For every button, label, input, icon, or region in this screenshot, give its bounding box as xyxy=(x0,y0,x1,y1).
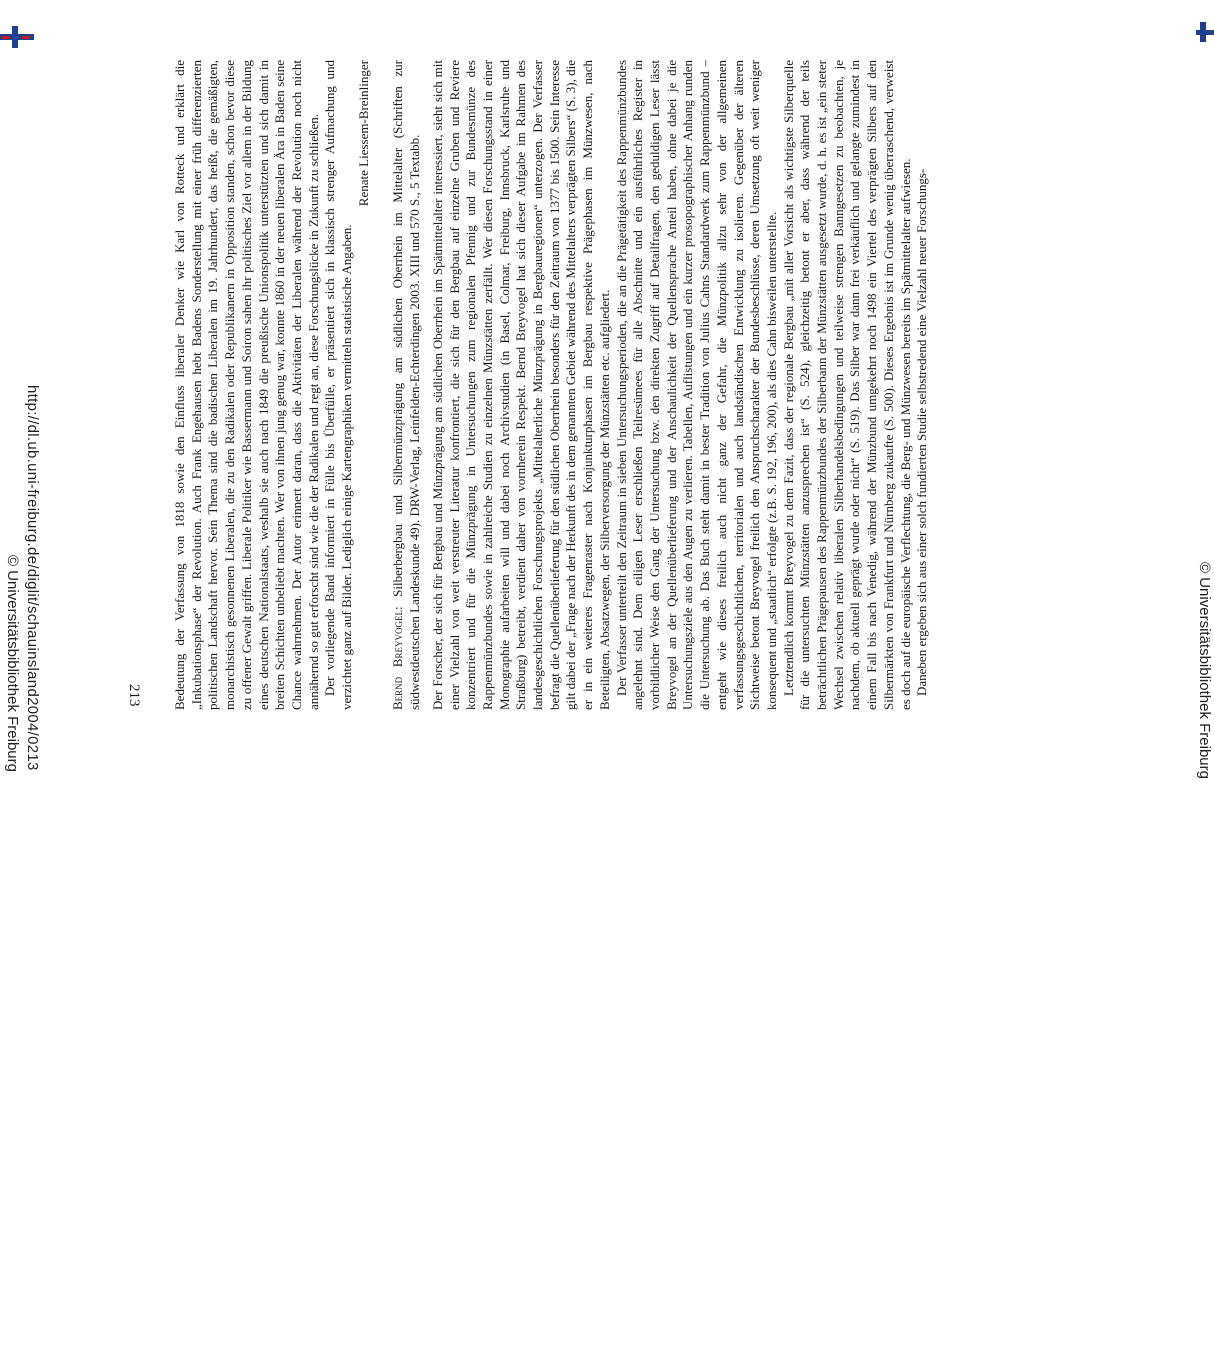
review2-paragraph-4: Daneben ergeben sich aus einer solch fundierten Studie selbstredend eine Vielzahl neuer Forschungs- xyxy=(914,168,930,696)
scan-calibration-mark-right xyxy=(1196,22,1214,42)
page-number: 213 xyxy=(126,684,142,707)
copyright-notice: © Universitätsbibliothek Freiburg xyxy=(4,555,21,772)
scan-calibration-mark-left xyxy=(0,26,36,48)
book-page-text xyxy=(172,60,1112,710)
review1-paragraph-1: Bedeutung der Verfassung von 1818 sowie den Einfluss liberaler Denker wie Karl von Rotteck und erklärt die „Inkubationsphase“ der Revolution. Auch Frank Engehausen hebt Badens Sonderstellung mit einer früh differenzierten politischen Landschaft hervor. Sein Thema sind die badischen Liberalen im 19. Jahrhundert, das heißt, die gemäßigten, monarchistisch gesonnenen Liberalen, die zu den Radikalen oder Republikanern in Opposition standen, schon bevor diese zu offener Gewalt griffen. Liberale Politiker wie Bassermann und Soiron sahen ihr politisches Ziel vor allem in der Bildung eines deutschen Nationalstaats, weshalb sie auch nach 1849 die preußische Unionspolitik unterstützten und sich damit in breiten Schichten unbeliebt machten. Wer von ihnen jung genug war, konnte 1860 in der neuen liberalen Ära in Baden seine Chance wahrnehmen. Der Autor erinnert daran, dass die Aktivitäten der Liberalen während der Revolution noch nicht annähernd so gut erforscht sind wie die der Radikalen und regt an, diese Forschungslücke in Zukunft zu schließen. xyxy=(172,60,321,710)
review1-signature: Renate Liessem-Breinlinger xyxy=(355,60,371,207)
review2-paragraph-1: Der Forscher, der sich für Bergbau und Münzprägung am südlichen Oberrhein im Spätmittelalter interessiert, sieht sich mit einer Vielzahl von weit verstreuter Literatur konfrontiert, die sich für den Bergbau auf einzelne Gruben und Reviere konzentriert und für die Münzprägung in Untersuchungen zum regionalen Pfennig und zur Bundesmünze des Rappenmünzbundes sowie in zahlreiche Studien zu einzelnen Münzstätten zerfällt. Wer diesen Forschungsstand in einer Monographie aufarbeiten will und dabei noch Archivstudien (in Basel, Colmar, Freiburg, Innsbruck, Karlsruhe und Straßburg) betreibt, verdient daher von vornherein Respekt. Bernd Breyvogel hat sich dieser Aufgabe im Rahmen des landesgeschichtlichen Forschungsprojekts „Mittelalterliche Münzprägung in Bergbauregionen“ unterzogen. Der Verfasser befragt die Quellenüberlieferung für den südlichen Oberrhein besonders für den Zeitraum von 1377 bis 1500. Sein Interesse gilt dabei der „Frage nach der Herkunft des in dem genannten Gebiet während des Mittelalters verprägten Silbers“ (S. 3), die er in ein weiteres Fragenraster nach Konjunkturphasen im Bergbau respektive Prägephasen im Münzwesen, nach Beteiligten, Absatzwegen, der Silberversorgung der Münzstätten etc. aufgliedert. xyxy=(429,60,612,710)
review2-paragraph-3: Letztendlich kommt Breyvogel zu dem Fazit, dass der regionale Bergbau „mit aller Vorsicht als wichtigste Silberquelle für die untersuchten Münzstätten anzusprechen ist“ (S. 524), gleichzeitig betont er aber, dass während der teils beträchtlichen Prägepausen des Rappenmünzbundes der Silberbann der Münzstätten ausgesetzt wurde, d. h. es ist „ein steter Wechsel zwischen relativ liberalen Silberhandelsbedingungen und teilweise strengen Banngesetzen zu beobachten, je nachdem, ob aktuell geprägt wurde oder nicht“ (S. 519). Das Silber war dann frei verkäuflich und gelangte zumindest in einem Fall bis nach Venedig, während der Münzbund umgekehrt noch 1498 ein Viertel des verprägten Silbers auf den Silbermärkten von Frankfurt und Nürnberg zukaufte (S. 500). Dieses Ergebnis ist im Grunde wenig überraschend, verweist es doch auf die europäische Verflechtung, die Berg- und Münzwesen bereits im Spätmittelalter aufwiesen. xyxy=(780,60,913,710)
review2-author: Bernd Breyvogel xyxy=(390,610,406,710)
source-url[interactable]: http://dl.ub.uni-freiburg.de/diglit/schauinsland2004/0213 xyxy=(24,385,41,771)
review2-citation: : Silberbergbau und Silbermünzprägung am südlichen Oberrhein im Mittelalter (Schriften zur südwestdeutschen Landeskunde 49). DRW-Verlag, Leinfelden-Echterdingen 2003. XIII und 570 S., 5 Textabb. xyxy=(390,60,423,710)
copyright-notice-right: © Universitätsbibliothek Freiburg xyxy=(1196,562,1213,779)
review1-paragraph-2: Der vorliegende Band informiert in Fülle bis Überfülle, er präsentiert sich in klassisch strenger Aufmachung und verzichtet ganz auf Bilder. Lediglich einige Kartengraphiken vermitteln statistische Angaben. xyxy=(322,60,355,710)
review2-heading xyxy=(390,60,423,710)
book-page-inner xyxy=(172,60,1112,710)
review2-paragraph-2: Der Verfasser unterteilt den Zeitraum in sieben Untersuchungsperioden, die an die Prägetätigkeit des Rappenmünzbundes angelehnt sind. Dem eiligen Leser erschließen Teilresümees für alle Abschnitte und ein ausführliches Register in vorbildlicher Weise den Gang der Untersuchung bzw. den direkten Zugriff auf Detailfragen, den geduldigen Leser lässt Breyvogel an der Quellenüberlieferung und der Anschaulichkeit der Quellensprache Anteil haben, ohne dabei je die Untersuchungsziele aus den Augen zu verlieren. Tabellen, Auflistungen und ein kurzer prosopographischer Anhang runden die Untersuchung ab. Das Buch steht damit in bester Tradition von Julius Cahns Standardwerk zum Rappenmünzbund – entgeht wie dieses freilich auch nicht ganz der Gefahr, die Münzpolitik allzu sehr von der allgemeinen verfassungsgeschichtlichen, territorialen und auch landständischen Entwicklung zu isolieren. Gegenüber der älteren Sichtweise betont Breyvogel freilich den Anspruchscharakter der Bundesbeschlüsse, deren Umsetzung oft weit weniger konsequent und „staatlich“ erfolgte (z.B. S. 192, 196, 200), als dies Cahn bisweilen unterstellte. xyxy=(613,60,779,710)
